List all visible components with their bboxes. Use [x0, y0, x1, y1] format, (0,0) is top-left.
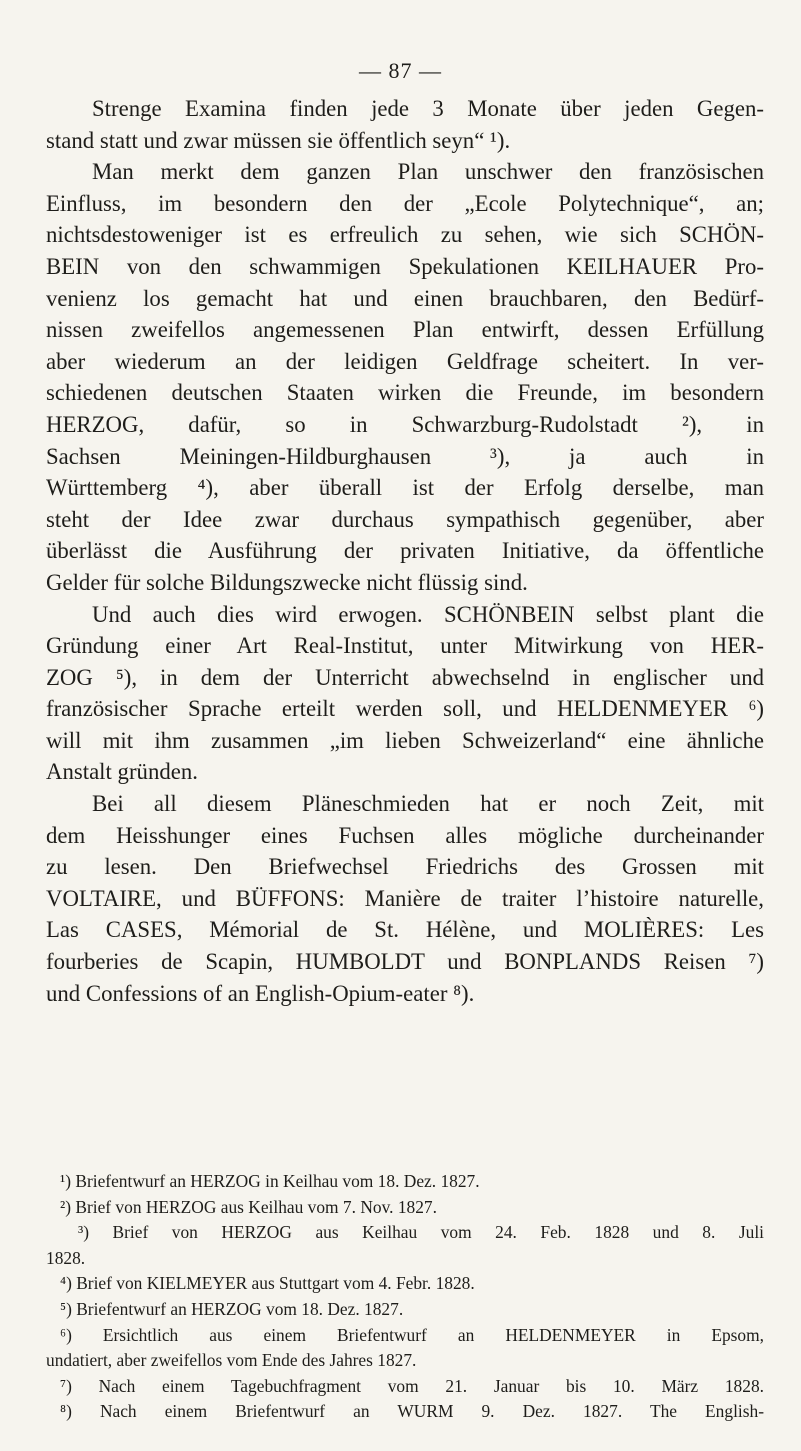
text-line: Man merkt dem ganzen Plan unschwer den französischen	[92, 159, 764, 185]
body-text	[46, 93, 764, 1009]
footnote-line: ²) Brief von HERZOG aus Keilhau vom 7. Nov. 1827.	[60, 1196, 437, 1217]
text-line: will mit ihm zusammen „im lieben Schweizerland“ eine ähnliche	[46, 727, 764, 753]
footnote-line: ⁴) Brief von KIELMEYER aus Stuttgart vom 4. Febr. 1828.	[60, 1273, 475, 1294]
text-line: Sachsen Meiningen-Hildburghausen ³), ja auch in	[46, 443, 764, 469]
text-line: Und auch dies wird erwogen. SCHÖNBEIN selbst plant die	[92, 601, 764, 627]
footnote-line: ⁷) Nach einem Tagebuchfragment vom 21. Januar bis 10. März 1828.	[60, 1375, 764, 1396]
footnote-line: ⁸) Nach einem Briefentwurf an WURM 9. Dez. 1827. The English-	[60, 1401, 764, 1422]
text-line: Württemberg ⁴), aber überall ist der Erfolg derselbe, man	[46, 475, 764, 501]
text-line: Bei all diesem Pläneschmieden hat er noch Zeit, mit	[92, 791, 764, 817]
text-line: VOLTAIRE, und BÜFFONS: Manière de traiter l’histoire naturelle,	[46, 885, 764, 911]
text-line: Gründung einer Art Real-Institut, unter Mitwirkung von HER-	[46, 633, 764, 659]
text-line: Las CASES, Mémorial de St. Hélène, und MOLIÈRES: Les	[46, 917, 764, 943]
footnote-line: ¹) Briefentwurf an HERZOG in Keilhau vom 18. Dez. 1827.	[60, 1171, 480, 1191]
text-line: Strenge Examina finden jede 3 Monate über jeden Gegen-	[92, 96, 764, 121]
text-line: überlässt die Ausführung der privaten Initiative, da öffentliche	[46, 538, 764, 564]
text-line: nichtsdestoweniger ist es erfreulich zu sehen, wie sich SCHÖN-	[46, 222, 764, 248]
text-line: dem Heisshunger eines Fuchsen alles mögliche durcheinander	[46, 822, 764, 848]
footnote-line: ³) Brief von HERZOG aus Keilhau vom 24. Feb. 1828 und 8. Juli	[78, 1222, 764, 1243]
footnotes	[46, 1169, 764, 1425]
text-line: stand statt und zwar müssen sie öffentlich seyn“ ¹).	[46, 127, 511, 153]
text-line: und Confessions of an English-Opium-eater ⁸).	[46, 980, 475, 1006]
text-line: ZOG ⁵), in dem der Unterricht abwechselnd in englischer und	[46, 664, 764, 690]
text-line: venienz los gemacht hat und einen brauchbaren, den Bedürf-	[46, 285, 764, 311]
text-line: Gelder für solche Bildungszwecke nicht flüssig sind.	[46, 569, 528, 595]
text-line: fourberies de Scapin, HUMBOLDT und BONPLANDS Reisen ⁷)	[46, 949, 764, 975]
footnote-line: undatiert, aber zweifellos vom Ende des Jahres 1827.	[46, 1350, 417, 1371]
text-line: steht der Idee zwar durchaus sympathisch gegenüber, aber	[46, 506, 764, 532]
text-line: Einfluss, im besondern den der „Ecole Polytechnique“, an;	[46, 190, 764, 216]
text-line: nissen zweifellos angemessenen Plan entwirft, dessen Erfüllung	[46, 317, 764, 343]
text-line: schiedenen deutschen Staaten wirken die Freunde, im besondern	[46, 380, 764, 406]
text-line: HERZOG, dafür, so in Schwarzburg-Rudolstadt ²), in	[46, 411, 764, 437]
text-line: aber wiederum an der leidigen Geldfrage scheitert. In ver-	[46, 348, 764, 374]
page-number: — 87 —	[359, 58, 442, 83]
text-line: BEIN von den schwammigen Spekulationen KEILHAUER Pro-	[46, 253, 764, 279]
text-line: zu lesen. Den Briefwechsel Friedrichs des Grossen mit	[46, 854, 764, 880]
footnote-line: ⁵) Briefentwurf an HERZOG vom 18. Dez. 1827.	[60, 1298, 404, 1319]
text-line: Anstalt gründen.	[46, 759, 198, 785]
footnote-line: 1828.	[46, 1247, 86, 1268]
text-line: französischer Sprache erteilt werden soll, und HELDENMEYER ⁶)	[46, 696, 764, 722]
footnote-line: ⁶) Ersichtlich aus einem Briefentwurf an HELDENMEYER in Epsom,	[60, 1324, 764, 1345]
